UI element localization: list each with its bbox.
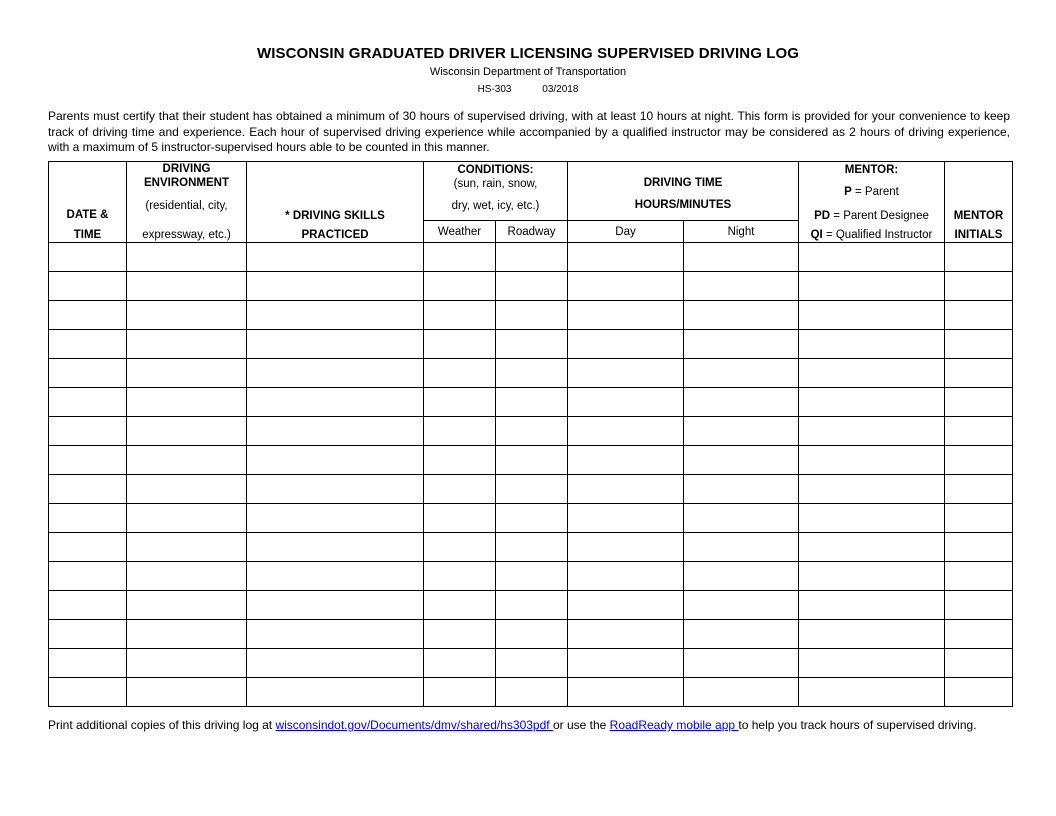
- mentor-code-pd: PD: [814, 210, 831, 222]
- cell-driving-environment[interactable]: [127, 446, 247, 475]
- cell-date-time[interactable]: [49, 272, 127, 301]
- mentor-text-pd: = Parent Designee: [830, 210, 929, 222]
- form-id-line: [0, 84, 1056, 95]
- cell-mentor[interactable]: [799, 359, 945, 388]
- cell-roadway[interactable]: [496, 562, 568, 591]
- cell-night[interactable]: [684, 562, 799, 591]
- cell-driving-skills[interactable]: [247, 243, 424, 272]
- table-row: [49, 272, 1013, 301]
- header-env-line1: DRIVING: [162, 163, 211, 175]
- mentor-code-qi: QI: [810, 229, 823, 241]
- mentor-legend-pd: [799, 210, 944, 222]
- roadready-app-link[interactable]: RoadReady mobile app: [609, 718, 739, 732]
- cell-weather[interactable]: [424, 301, 496, 330]
- header-mentor-initials: [945, 162, 1013, 243]
- cell-weather[interactable]: [424, 446, 496, 475]
- cell-driving-environment[interactable]: [127, 243, 247, 272]
- cell-driving-environment[interactable]: [127, 533, 247, 562]
- table-row: [49, 533, 1013, 562]
- table-row: [49, 475, 1013, 504]
- header-driving-environment: [127, 162, 247, 243]
- table-row: [49, 446, 1013, 475]
- cell-date-time[interactable]: [49, 649, 127, 678]
- cell-mentor-initials[interactable]: [945, 475, 1013, 504]
- cell-weather[interactable]: [424, 504, 496, 533]
- header-cond-title: CONDITIONS:: [457, 164, 534, 176]
- header-date-line2: TIME: [73, 229, 102, 241]
- form-date: 03/2018: [542, 84, 579, 95]
- cell-mentor-initials[interactable]: [945, 330, 1013, 359]
- cell-mentor-initials[interactable]: [945, 272, 1013, 301]
- cell-mentor[interactable]: [799, 475, 945, 504]
- mentor-text-p: = Parent: [851, 186, 899, 198]
- cell-roadway[interactable]: [496, 243, 568, 272]
- cell-mentor[interactable]: [799, 678, 945, 707]
- cell-day[interactable]: [568, 649, 684, 678]
- header-mentor-title: MENTOR:: [844, 164, 899, 176]
- cell-night[interactable]: [684, 475, 799, 504]
- cell-weather[interactable]: [424, 591, 496, 620]
- cell-date-time[interactable]: [49, 591, 127, 620]
- cell-roadway[interactable]: [496, 272, 568, 301]
- cell-weather[interactable]: [424, 243, 496, 272]
- cell-mentor[interactable]: [799, 243, 945, 272]
- cell-date-time[interactable]: [49, 301, 127, 330]
- table-row: [49, 388, 1013, 417]
- table-row: [49, 678, 1013, 707]
- cell-driving-environment[interactable]: [127, 272, 247, 301]
- cell-date-time[interactable]: [49, 446, 127, 475]
- cell-mentor-initials[interactable]: [945, 446, 1013, 475]
- cell-night[interactable]: [684, 649, 799, 678]
- cell-driving-skills[interactable]: [247, 330, 424, 359]
- cell-mentor-initials[interactable]: [945, 620, 1013, 649]
- footer-text-after: to help you track hours of supervised driving.: [738, 718, 977, 732]
- cell-mentor[interactable]: [799, 591, 945, 620]
- cell-night[interactable]: [684, 301, 799, 330]
- table-row: [49, 562, 1013, 591]
- page-title: WISCONSIN GRADUATED DRIVER LICENSING SUPERVISED DRIVING LOG: [256, 45, 800, 62]
- cell-day[interactable]: [568, 446, 684, 475]
- header-date-time: [49, 162, 127, 243]
- cell-mentor-initials[interactable]: [945, 301, 1013, 330]
- table-row: [49, 243, 1013, 272]
- table-row: [49, 417, 1013, 446]
- agency-name: Wisconsin Department of Transportation: [429, 66, 627, 78]
- header-cond-line1: (sun, rain, snow,: [453, 178, 538, 190]
- cell-mentor-initials[interactable]: [945, 649, 1013, 678]
- cell-night[interactable]: [684, 243, 799, 272]
- cell-driving-environment[interactable]: [127, 330, 247, 359]
- header-skills-line2: PRACTICED: [301, 229, 369, 241]
- cell-roadway[interactable]: [496, 330, 568, 359]
- cell-mentor[interactable]: [799, 301, 945, 330]
- cell-roadway[interactable]: [496, 591, 568, 620]
- cell-mentor[interactable]: [799, 417, 945, 446]
- cell-driving-skills[interactable]: [247, 620, 424, 649]
- header-time-line2: HOURS/MINUTES: [634, 199, 732, 211]
- cell-weather[interactable]: [424, 330, 496, 359]
- cell-mentor-initials[interactable]: [945, 591, 1013, 620]
- footer-text-middle: or use the: [552, 718, 610, 732]
- driving-log-table: [48, 161, 1013, 707]
- cell-roadway[interactable]: [496, 533, 568, 562]
- cell-roadway[interactable]: [496, 388, 568, 417]
- cell-driving-environment[interactable]: [127, 301, 247, 330]
- table-row: [49, 330, 1013, 359]
- cell-date-time[interactable]: [49, 388, 127, 417]
- table-row: [49, 591, 1013, 620]
- cell-driving-skills[interactable]: [247, 475, 424, 504]
- mentor-code-p: P: [844, 186, 852, 198]
- header-day: Day: [568, 221, 684, 243]
- header-driving-time: [568, 162, 799, 221]
- cell-day[interactable]: [568, 562, 684, 591]
- cell-mentor[interactable]: [799, 649, 945, 678]
- cell-mentor-initials[interactable]: [945, 678, 1013, 707]
- cell-roadway[interactable]: [496, 649, 568, 678]
- cell-day[interactable]: [568, 359, 684, 388]
- cell-date-time[interactable]: [49, 417, 127, 446]
- header-mentor: [799, 162, 945, 243]
- header-conditions: [424, 162, 568, 221]
- header-date-line1: DATE &: [66, 209, 109, 221]
- header-night: Night: [684, 221, 799, 243]
- header-env-line3: (residential, city,: [145, 200, 228, 212]
- cell-roadway[interactable]: [496, 417, 568, 446]
- cell-driving-skills[interactable]: [247, 562, 424, 591]
- cell-night[interactable]: [684, 620, 799, 649]
- cell-mentor[interactable]: [799, 562, 945, 591]
- footer-text-before: Print additional copies of this driving log at: [48, 718, 276, 732]
- cell-driving-skills[interactable]: [247, 678, 424, 707]
- cell-driving-skills[interactable]: [247, 301, 424, 330]
- table-row: [49, 620, 1013, 649]
- cell-night[interactable]: [684, 330, 799, 359]
- cell-mentor[interactable]: [799, 272, 945, 301]
- cell-mentor-initials[interactable]: [945, 359, 1013, 388]
- cell-day[interactable]: [568, 330, 684, 359]
- cell-day[interactable]: [568, 243, 684, 272]
- cell-day[interactable]: [568, 533, 684, 562]
- cell-date-time[interactable]: [49, 678, 127, 707]
- cell-driving-skills[interactable]: [247, 446, 424, 475]
- cell-driving-skills[interactable]: [247, 533, 424, 562]
- hs303-download-link[interactable]: wisconsindot.gov/Documents/dmv/shared/hs303pdf: [275, 718, 553, 732]
- cell-mentor-initials[interactable]: [945, 562, 1013, 591]
- cell-driving-skills[interactable]: [247, 359, 424, 388]
- cell-day[interactable]: [568, 301, 684, 330]
- footer-note: [48, 718, 977, 732]
- header-cond-line2: dry, wet, icy, etc.): [451, 200, 540, 212]
- cell-weather[interactable]: [424, 649, 496, 678]
- cell-weather[interactable]: [424, 533, 496, 562]
- cell-date-time[interactable]: [49, 243, 127, 272]
- header-roadway: Roadway: [496, 221, 568, 243]
- cell-driving-skills[interactable]: [247, 388, 424, 417]
- form-number: HS-303: [477, 84, 512, 95]
- cell-weather[interactable]: [424, 620, 496, 649]
- cell-day[interactable]: [568, 591, 684, 620]
- cell-day[interactable]: [568, 388, 684, 417]
- cell-roadway[interactable]: [496, 446, 568, 475]
- cell-date-time[interactable]: [49, 620, 127, 649]
- cell-night[interactable]: [684, 359, 799, 388]
- cell-driving-environment[interactable]: [127, 417, 247, 446]
- header-initials-line2: INITIALS: [954, 229, 1003, 241]
- cell-roadway[interactable]: [496, 301, 568, 330]
- cell-mentor[interactable]: [799, 504, 945, 533]
- cell-driving-skills[interactable]: [247, 272, 424, 301]
- cell-mentor-initials[interactable]: [945, 243, 1013, 272]
- cell-day[interactable]: [568, 678, 684, 707]
- cell-mentor[interactable]: [799, 620, 945, 649]
- cell-date-time[interactable]: [49, 330, 127, 359]
- cell-driving-environment[interactable]: [127, 591, 247, 620]
- cell-day[interactable]: [568, 417, 684, 446]
- cell-night[interactable]: [684, 446, 799, 475]
- mentor-text-qi: = Qualified Instructor: [822, 229, 933, 241]
- cell-driving-skills[interactable]: [247, 417, 424, 446]
- header-env-line4: expressway, etc.): [142, 229, 231, 241]
- cell-driving-environment[interactable]: [127, 475, 247, 504]
- cell-driving-environment[interactable]: [127, 620, 247, 649]
- cell-date-time[interactable]: [49, 562, 127, 591]
- intro-paragraph: Parents must certify that their student has obtained a minimum of 30 hours of supervised driving, with at least 10 hours at night. This form is provided for your convenience to keep track of driving time and experience. Each hour of supervised driving experience while accompanied by a qualified instructor may be considered as 2 hours of driving experience, with a maximum of 5 instructor-supervised hours able to be counted in this manner.: [48, 109, 1010, 154]
- cell-night[interactable]: [684, 504, 799, 533]
- cell-driving-environment[interactable]: [127, 678, 247, 707]
- cell-driving-environment[interactable]: [127, 388, 247, 417]
- cell-date-time[interactable]: [49, 504, 127, 533]
- header-time-line1: DRIVING TIME: [643, 177, 723, 189]
- cell-mentor[interactable]: [799, 330, 945, 359]
- cell-mentor-initials[interactable]: [945, 417, 1013, 446]
- cell-driving-environment[interactable]: [127, 649, 247, 678]
- cell-day[interactable]: [568, 475, 684, 504]
- cell-weather[interactable]: [424, 417, 496, 446]
- cell-weather[interactable]: [424, 388, 496, 417]
- cell-driving-environment[interactable]: [127, 562, 247, 591]
- header-initials-line1: MENTOR: [953, 210, 1004, 222]
- cell-day[interactable]: [568, 620, 684, 649]
- cell-driving-environment[interactable]: [127, 359, 247, 388]
- cell-night[interactable]: [684, 417, 799, 446]
- cell-night[interactable]: [684, 272, 799, 301]
- cell-night[interactable]: [684, 388, 799, 417]
- cell-roadway[interactable]: [496, 678, 568, 707]
- cell-roadway[interactable]: [496, 620, 568, 649]
- header-driving-skills: [247, 162, 424, 243]
- cell-mentor-initials[interactable]: [945, 388, 1013, 417]
- table-row: [49, 301, 1013, 330]
- table-row: [49, 649, 1013, 678]
- cell-night[interactable]: [684, 533, 799, 562]
- cell-roadway[interactable]: [496, 504, 568, 533]
- cell-mentor-initials[interactable]: [945, 533, 1013, 562]
- cell-mentor[interactable]: [799, 388, 945, 417]
- cell-night[interactable]: [684, 591, 799, 620]
- cell-date-time[interactable]: [49, 475, 127, 504]
- cell-weather[interactable]: [424, 359, 496, 388]
- cell-weather[interactable]: [424, 678, 496, 707]
- cell-day[interactable]: [568, 272, 684, 301]
- header-env-line2: ENVIRONMENT: [144, 177, 229, 189]
- header-skills-line1: * DRIVING SKILLS: [285, 210, 385, 222]
- mentor-legend-qi: [799, 229, 944, 241]
- cell-date-time[interactable]: [49, 533, 127, 562]
- cell-mentor[interactable]: [799, 446, 945, 475]
- cell-roadway[interactable]: [496, 359, 568, 388]
- header-weather: Weather: [424, 221, 496, 243]
- table-row: [49, 359, 1013, 388]
- cell-mentor-initials[interactable]: [945, 504, 1013, 533]
- cell-weather[interactable]: [424, 272, 496, 301]
- cell-driving-skills[interactable]: [247, 504, 424, 533]
- cell-mentor[interactable]: [799, 533, 945, 562]
- cell-driving-environment[interactable]: [127, 504, 247, 533]
- cell-date-time[interactable]: [49, 359, 127, 388]
- mentor-legend-p: [799, 186, 944, 198]
- cell-weather[interactable]: [424, 475, 496, 504]
- log-body: [49, 243, 1013, 707]
- cell-roadway[interactable]: [496, 475, 568, 504]
- cell-weather[interactable]: [424, 562, 496, 591]
- cell-driving-skills[interactable]: [247, 591, 424, 620]
- cell-night[interactable]: [684, 678, 799, 707]
- cell-day[interactable]: [568, 504, 684, 533]
- cell-driving-skills[interactable]: [247, 649, 424, 678]
- table-row: [49, 504, 1013, 533]
